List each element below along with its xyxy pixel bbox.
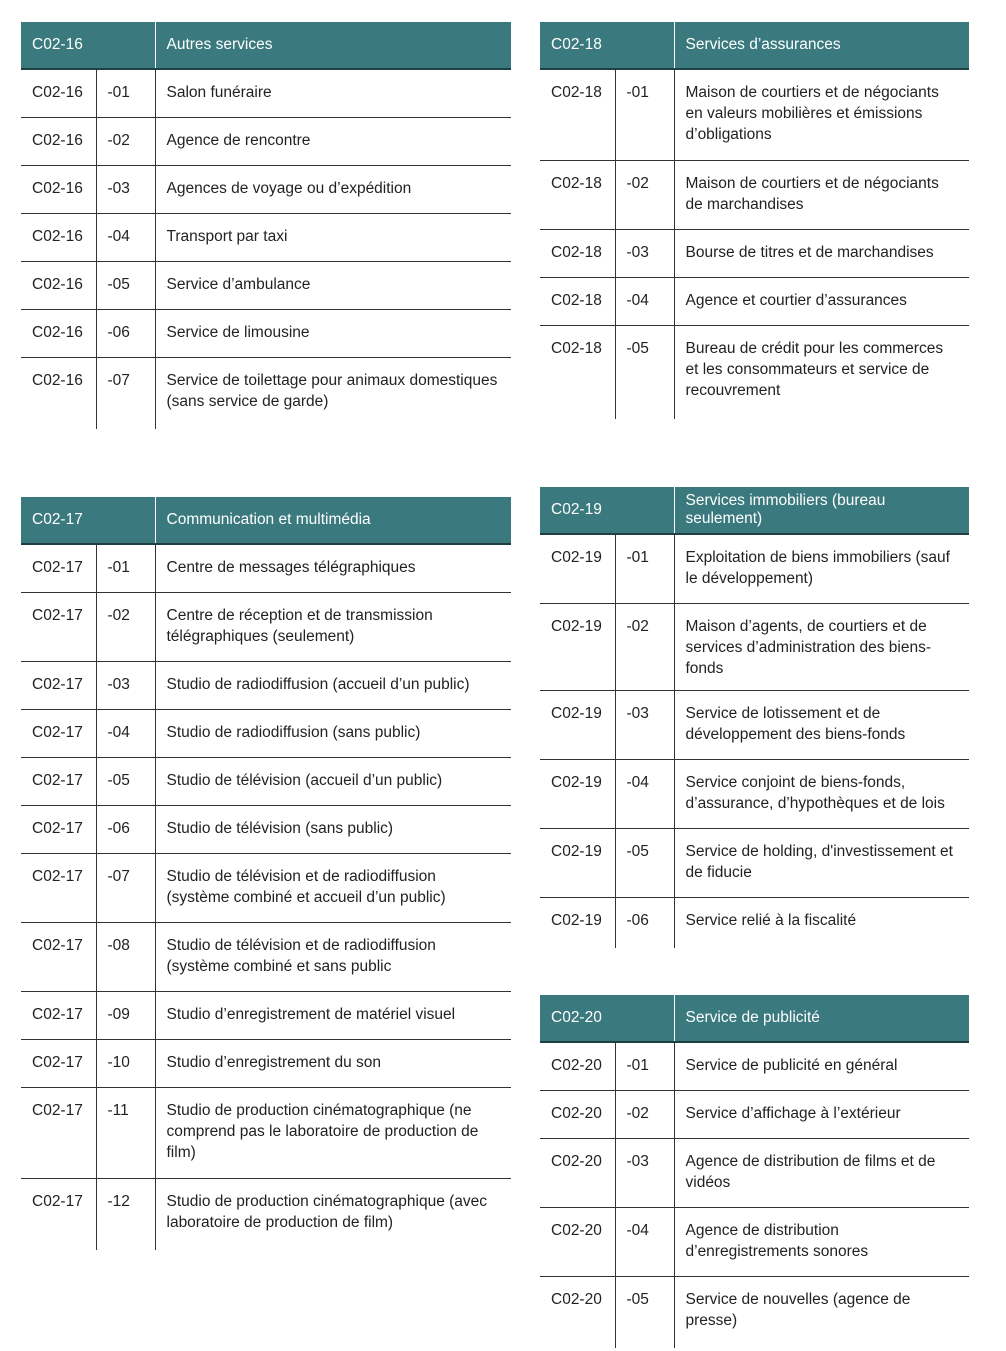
row-code: C02-16 [21,214,96,262]
row-desc: Service d’ambulance [155,262,511,310]
header-code: C02-17 [21,497,155,544]
row-sub: -06 [96,806,155,854]
row-desc: Studio de production cinématographique (ne comprend pas le laboratoire de production de film) [155,1088,511,1179]
row-desc: Agence de distribution d’enregistrements sonores [674,1208,969,1277]
row-code: C02-17 [21,806,96,854]
table-row [540,1277,969,1349]
row-code: C02-19 [551,549,602,566]
row-desc: Transport par taxi [155,214,511,262]
row-code: C02-17 [21,593,96,662]
table-row [21,358,511,430]
row-code: C02-20 [540,1139,615,1208]
row-code: C02-17 [21,1040,96,1088]
row-code: C02-17 [32,559,83,576]
header-title: Services immobiliers (bureau seulement) [674,487,969,534]
row-desc: Agence de distribution de films et de vidéos [674,1139,969,1208]
row-sub: -05 [615,1277,674,1349]
row-code: C02-17 [21,992,96,1040]
table-row [540,230,969,278]
row-sub: -07 [96,358,155,430]
table-row [540,898,969,949]
row-code: C02-16 [21,118,96,166]
row-code: C02-17 [21,854,96,923]
row-sub: -03 [615,1139,674,1208]
row-sub: -02 [615,604,674,691]
table-row [540,1042,969,1091]
row-desc: Studio de radiodiffusion (sans public) [155,710,511,758]
row-desc: Maison d’agents, de courtiers et de services d’administration des biens-fonds [674,604,969,691]
row-code: C02-16 [21,262,96,310]
table-row [21,1040,511,1088]
row-desc: Agences de voyage ou d’expédition [155,166,511,214]
row-desc: Studio de production cinématographique (avec laboratoire de production de film) [155,1179,511,1251]
row-desc: Service de holding, d'investissement et de fiducie [674,829,969,898]
row-sub: -07 [96,854,155,923]
table-row [540,161,969,230]
row-desc: Service de toilettage pour animaux domestiques (sans service de garde) [155,358,511,430]
table-row [21,1179,511,1251]
row-desc: Studio d’enregistrement de matériel visuel [155,992,511,1040]
row-sub: -04 [96,214,155,262]
row-sub: -12 [96,1179,155,1251]
row-sub: -04 [96,710,155,758]
row-code: C02-20 [540,1277,615,1349]
table-header [540,487,969,534]
row-code: C02-19 [540,898,615,949]
row-sub: -10 [96,1040,155,1088]
row-sub: -04 [615,1208,674,1277]
row-desc: Studio de télévision (sans public) [155,806,511,854]
row-sub: -06 [96,310,155,358]
table-c02-17 [21,497,511,1250]
row-code: C02-16 [21,310,96,358]
table-c02-16 [21,22,511,429]
row-code: C02-17 [21,1088,96,1179]
row-desc: Bureau de crédit pour les commerces et les consommateurs et service de recouvrement [674,326,969,420]
table-row [21,593,511,662]
row-code: C02-16 [21,358,96,430]
table-row [540,534,969,604]
table-row [21,214,511,262]
row-sub: -01 [615,69,674,161]
header-code: C02-20 [540,995,674,1042]
row-sub: -04 [615,760,674,829]
header-title: Communication et multimédia [155,497,511,544]
row-desc: Service de limousine [155,310,511,358]
row-code: C02-18 [551,84,602,101]
table-row [21,806,511,854]
row-code: C02-19 [540,760,615,829]
table-row [21,262,511,310]
row-desc: Studio de télévision et de radiodiffusion (système combiné et sans public [155,923,511,992]
header-code: C02-19 [540,487,674,534]
table-row [21,662,511,710]
table-row [540,1208,969,1277]
header-title: Services d’assurances [674,22,969,69]
row-sub: -01 [615,534,674,604]
row-desc: Service de nouvelles (agence de presse) [674,1277,969,1349]
table-row [21,166,511,214]
row-desc: Agence et courtier d’assurances [674,278,969,326]
table-c02-18 [540,22,969,419]
header-code: C02-18 [540,22,674,69]
table-row [540,1091,969,1139]
row-sub: -05 [96,262,155,310]
table-row [540,760,969,829]
row-sub: -01 [96,544,155,593]
row-sub: -05 [615,829,674,898]
row-code: C02-17 [21,710,96,758]
table-c02-20 [540,995,969,1348]
row-sub: -05 [96,758,155,806]
row-code: C02-17 [21,662,96,710]
row-code: C02-18 [540,326,615,420]
table-header [21,497,511,544]
table-row [21,992,511,1040]
row-code: C02-20 [540,1208,615,1277]
row-code: C02-19 [540,604,615,691]
table-row [21,854,511,923]
table-row [21,710,511,758]
table-c02-19 [540,487,969,948]
row-desc: Bourse de titres et de marchandises [674,230,969,278]
table-header [540,22,969,69]
table-row [540,604,969,691]
row-code: C02-17 [21,923,96,992]
row-sub: -02 [615,1091,674,1139]
row-desc: Agence de rencontre [155,118,511,166]
row-sub: -09 [96,992,155,1040]
row-desc: Service conjoint de biens-fonds, d’assurance, d’hypothèques et de lois [674,760,969,829]
row-sub: -11 [96,1088,155,1179]
row-code: C02-16 [32,84,83,101]
header-title: Service de publicité [674,995,969,1042]
header-title: Autres services [155,22,511,69]
row-sub: -05 [615,326,674,420]
row-desc: Studio de télévision (accueil d’un public) [155,758,511,806]
row-desc: Exploitation de biens immobiliers (sauf le développement) [674,534,969,604]
row-desc: Service de publicité en général [674,1042,969,1091]
table-row [21,1088,511,1179]
row-sub: -03 [96,166,155,214]
row-desc: Studio de télévision et de radiodiffusion (système combiné et accueil d’un public) [155,854,511,923]
row-code: C02-18 [540,278,615,326]
row-code: C02-18 [540,230,615,278]
row-desc: Centre de messages télégraphiques [155,544,511,593]
row-sub: -08 [96,923,155,992]
row-desc: Studio de radiodiffusion (accueil d’un public) [155,662,511,710]
row-sub: -04 [615,278,674,326]
table-row [21,310,511,358]
table-row [540,829,969,898]
row-desc: Maison de courtiers et de négociants en valeurs mobilières et émissions d’obligations [674,69,969,161]
table-row [21,69,511,118]
row-desc: Studio d’enregistrement du son [155,1040,511,1088]
row-code: C02-19 [540,691,615,760]
row-sub: -06 [615,898,674,949]
row-sub: -01 [615,1042,674,1091]
table-row [540,69,969,161]
row-desc: Centre de réception et de transmission télégraphiques (seulement) [155,593,511,662]
row-sub: -02 [96,593,155,662]
row-code: C02-19 [540,829,615,898]
row-sub: -03 [96,662,155,710]
row-desc: Service relié à la fiscalité [674,898,969,949]
header-code: C02-16 [21,22,155,69]
row-code: C02-20 [540,1091,615,1139]
table-row [21,923,511,992]
row-code: C02-16 [21,166,96,214]
row-desc: Maison de courtiers et de négociants de marchandises [674,161,969,230]
row-desc: Service de lotissement et de développement des biens-fonds [674,691,969,760]
table-row [540,278,969,326]
row-code: C02-20 [551,1057,602,1074]
row-sub: -03 [615,230,674,278]
table-row [540,1139,969,1208]
row-code: C02-17 [21,1179,96,1251]
table-header [540,995,969,1042]
row-sub: -01 [96,69,155,118]
table-row [21,544,511,593]
table-row [21,118,511,166]
table-row [540,326,969,420]
row-sub: -03 [615,691,674,760]
row-code: C02-17 [21,758,96,806]
row-sub: -02 [96,118,155,166]
table-row [540,691,969,760]
table-header [21,22,511,69]
row-code: C02-18 [540,161,615,230]
row-desc: Salon funéraire [155,69,511,118]
row-sub: -02 [615,161,674,230]
table-row [21,758,511,806]
row-desc: Service d’affichage à l’extérieur [674,1091,969,1139]
